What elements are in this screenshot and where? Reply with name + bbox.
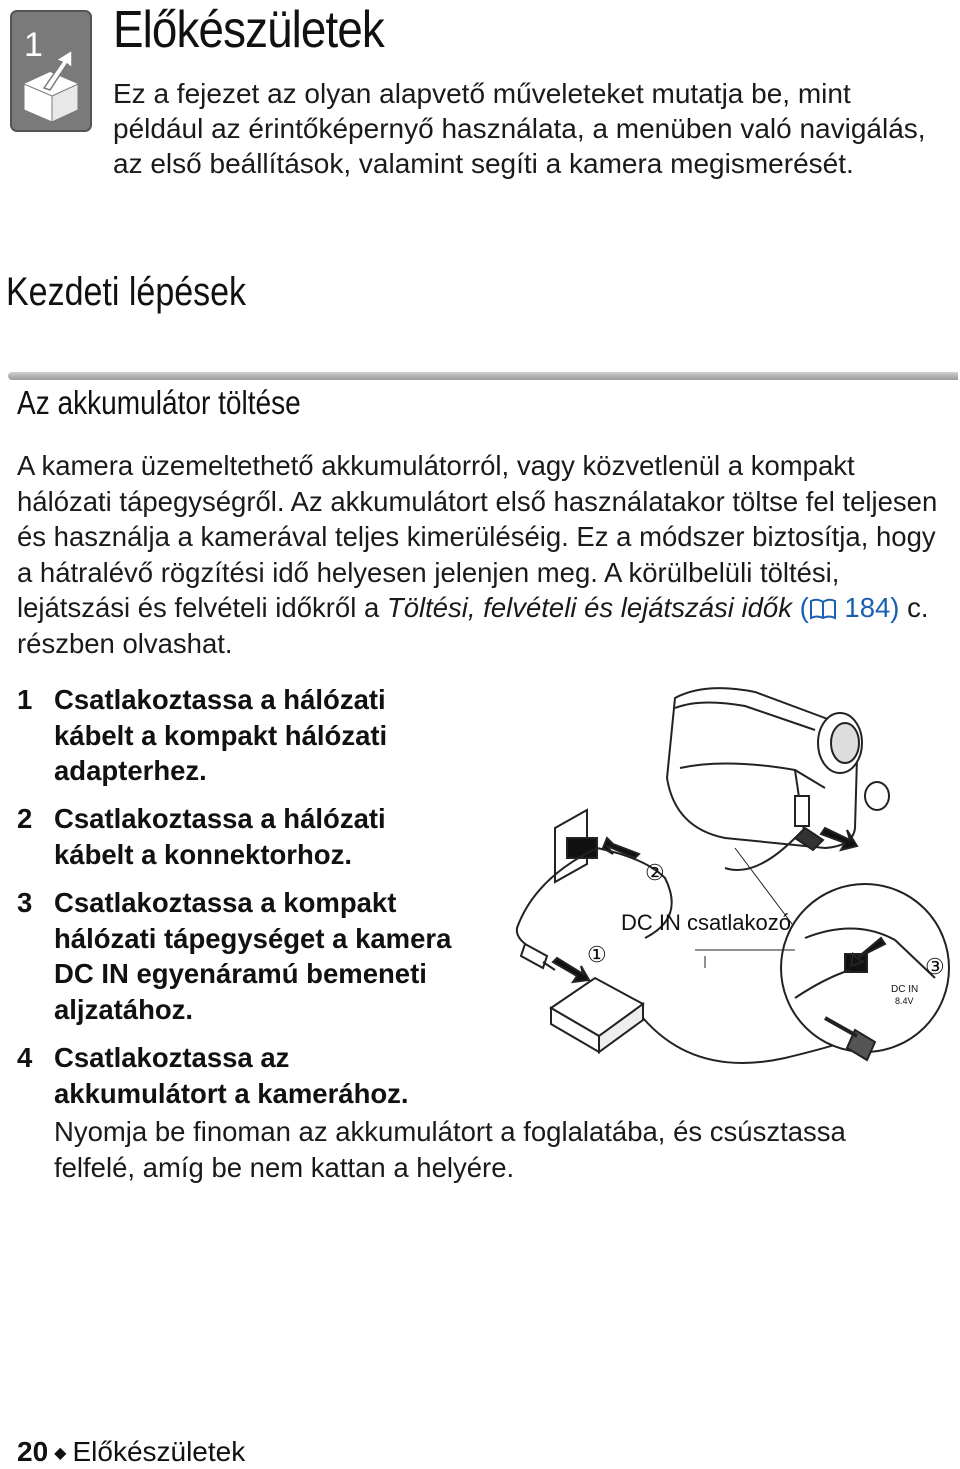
diamond-icon: ◆ — [54, 1445, 67, 1462]
marker-3: ③ — [925, 954, 945, 979]
chapter-icon — [10, 10, 92, 132]
subsection-title: Az akkumulátor töltése — [17, 384, 301, 421]
chapter-number: 1 — [24, 26, 43, 64]
chapter-title: Előkészületek — [113, 1, 384, 59]
charging-illustration — [495, 678, 957, 1108]
step-4-description: Nyomja be finoman az akkumulátort a foglalatába, és csúsztassa felfelé, amíg be nem kattan a helyére. — [54, 1116, 846, 1183]
step-3: 3 Csatlakoztassa a kompakt hálózati tápegységet a kamera DC IN egyenáramú bemeneti aljzatához. — [17, 887, 452, 1025]
step-number: 3 — [17, 887, 33, 918]
step-1: 1 Csatlakoztassa a hálózati kábelt a kompakt hálózati adapterhez. — [17, 684, 388, 786]
section-title: Kezdeti lépések — [6, 270, 247, 314]
jack-label: DC IN — [891, 984, 919, 995]
chapter-intro: Ez a fejezet az olyan alapvető műveleteket mutatja be, mint például az érintőképernyő használata, a menüben való navigálás, az első beállítások, valamint segíti a kamera megismerését. — [113, 78, 926, 179]
subsection-divider — [8, 372, 958, 380]
step-4: 4 Csatlakoztassa az akkumulátort a kamerához. — [17, 1042, 409, 1109]
book-icon — [809, 593, 837, 615]
section-body: A kamera üzemeltethető akkumulátorról, vagy közvetlenül a kompakt hálózati tápegységről. Az akkumulátort első használatakor töltse fel teljesen és használja a kamerával teljes kimerüléséig. Ez a módszer biztosítja, hogy a hátralévő rögzítési idő helyesen jelenjen meg. A körülbelüli töltési, lejátszási és felvételi időkről a Töltési, felvételi és lejátszási idők ( 184) c. részben olvashat. — [17, 450, 938, 659]
jack-voltage: 8.4V — [895, 996, 914, 1006]
marker-2: ② — [645, 860, 665, 885]
step-number: 2 — [17, 803, 33, 834]
footer-chapter-name: Előkészületek — [72, 1436, 246, 1467]
reference-title: Töltési, felvételi és lejátszási idők — [386, 592, 792, 623]
step-number: 4 — [17, 1042, 33, 1073]
step-2: 2 Csatlakoztassa a hálózati kábelt a konnektorhoz. — [17, 803, 386, 870]
page-number: 20 — [17, 1436, 49, 1467]
page-footer — [17, 1436, 245, 1468]
page-reference-link[interactable]: ( 184) — [791, 592, 900, 623]
step-number: 1 — [17, 684, 33, 715]
marker-1: ① — [587, 942, 607, 967]
dc-in-label: DC IN csatlakozó — [621, 910, 791, 935]
